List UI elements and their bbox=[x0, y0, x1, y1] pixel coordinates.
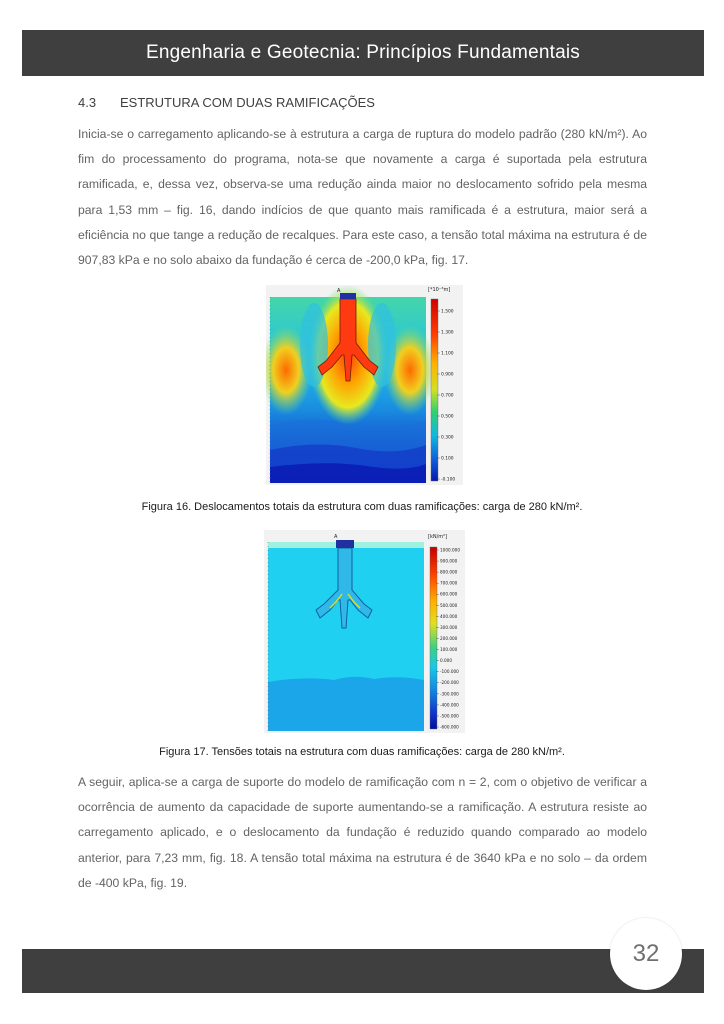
legend-tick-label: -100.000 bbox=[440, 669, 459, 675]
legend-unit: [*10⁻³m] bbox=[428, 287, 451, 293]
load-marker-label: A bbox=[337, 288, 341, 294]
footer-bar bbox=[22, 949, 704, 993]
section-heading bbox=[78, 95, 375, 110]
legend-tick-label: 600.000 bbox=[440, 591, 458, 597]
stress-contour-svg bbox=[264, 530, 465, 733]
legend-unit: [kN/m²] bbox=[428, 534, 448, 540]
legend-tick-label: 400.000 bbox=[440, 613, 458, 619]
legend-tick-label: 1000.000 bbox=[440, 547, 460, 553]
legend-tick-label: -400.000 bbox=[440, 702, 459, 708]
legend-tick-label: 0.100 bbox=[441, 456, 454, 462]
displacement-contour-svg bbox=[266, 285, 463, 485]
legend-tick-label: -300.000 bbox=[440, 691, 459, 697]
legend-tick-label: 0.000 bbox=[440, 658, 452, 664]
body-paragraph-2: A seguir, aplica-se a carga de suporte do modelo de ramificação com n = 2, com o objetivo de verificar a ocorrência de aumento da capacidade de suporte aumentando-se a ramificação. A estrutura resiste ao carregamento aplicado, e o deslocamento da fundação é reduzido quando comparado ao modelo anterior, para 7,23 mm, fig. 18. A tensão total máxima na estrutura é de 3640 kPa e no solo – da ordem de -400 kPa, fig. 19. bbox=[78, 775, 647, 890]
running-header-title: Engenharia e Geotecnia: Princípios Fundamentais bbox=[146, 42, 580, 63]
section-number: 4.3 bbox=[78, 95, 97, 110]
legend-tick-label: 800.000 bbox=[440, 569, 458, 575]
figure-17-caption: Figura 17. Tensões totais na estrutura com duas ramificações: carga de 280 kN/m². bbox=[159, 746, 565, 758]
page-number: 32 bbox=[632, 940, 660, 967]
legend-tick-label: 1.300 bbox=[441, 330, 454, 336]
load-marker-label: A bbox=[334, 534, 338, 540]
legend-tick-label: -200.000 bbox=[440, 680, 459, 686]
running-header bbox=[22, 30, 704, 76]
legend-tick-label: 500.000 bbox=[440, 602, 458, 608]
legend-tick-label: 0.300 bbox=[441, 435, 454, 441]
figure-16-displacement-plot bbox=[266, 285, 463, 485]
legend-tick-label: 1.500 bbox=[441, 309, 454, 315]
legend-tick-label: 0.900 bbox=[441, 372, 454, 378]
legend-tick-label: 0.700 bbox=[441, 393, 454, 399]
legend-tick-label: 300.000 bbox=[440, 624, 458, 630]
legend-tick-label: 0.500 bbox=[441, 414, 454, 420]
legend-tick-label: -500.000 bbox=[440, 713, 459, 719]
body-paragraph-1: Inicia-se o carregamento aplicando-se à estrutura a carga de ruptura do modelo padrão (280 kN/m²). Ao fim do processamento do programa, nota-se que novamente a carga é suportada pela estrutura ramificada, e, dessa vez, observa-se uma redução ainda maior no deslocamento sofrido pela mesma para 1,53 mm – fig. 16, dando indícios de que quanto mais ramificada é a estrutura, maior será a eficiência no que tange a redução de recalques. Para este caso, a tensão total máxima na estrutura é de 907,83 kPa e no solo abaixo da fundação é cerca de -200,0 kPa, fig. 17. bbox=[78, 127, 647, 268]
legend-tick-label: 200.000 bbox=[440, 635, 458, 641]
figure-17-stress-plot bbox=[264, 530, 465, 733]
figure-16-caption: Figura 16. Deslocamentos totais da estrutura com duas ramificações: carga de 280 kN/m². bbox=[141, 501, 583, 513]
legend-tick-label: 100.000 bbox=[440, 647, 458, 653]
page-number-badge bbox=[610, 918, 682, 990]
legend-tick-label: 700.000 bbox=[440, 580, 458, 586]
legend-tick-label: -0.100 bbox=[441, 477, 456, 483]
legend-tick-label: -600.000 bbox=[440, 724, 459, 730]
legend-tick-label: 1.100 bbox=[441, 351, 454, 357]
section-title: ESTRUTURA COM DUAS RAMIFICAÇÕES bbox=[120, 95, 375, 110]
legend-tick-label: 900.000 bbox=[440, 558, 458, 564]
